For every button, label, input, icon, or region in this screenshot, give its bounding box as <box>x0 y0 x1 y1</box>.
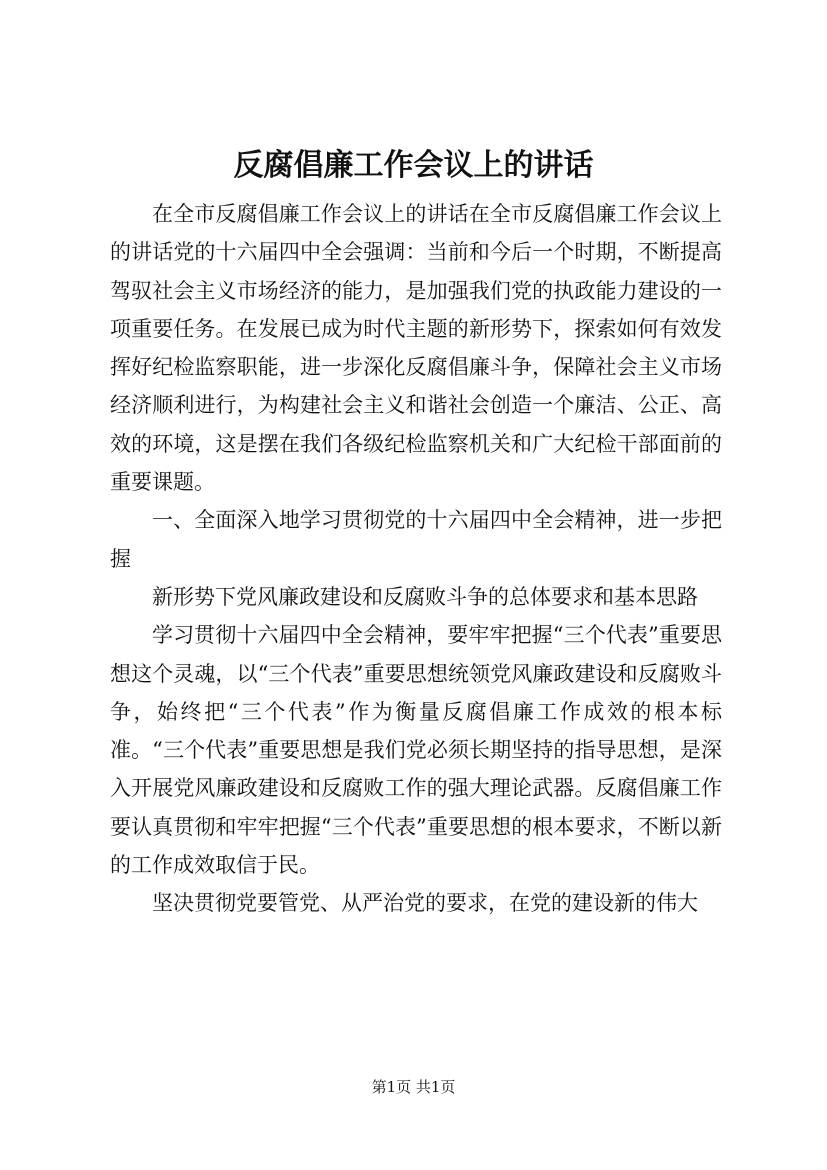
paragraph-intro: 在全市反腐倡廉工作会议上的讲话在全市反腐倡廉工作会议上的讲话党的十六届四中全会强调：当前和今后一个时期，不断提高驾驭社会主义市场经济的能力，是加强我们党的执政能力建设的一项重要任务。在发展已成为时代主题的新形势下，探索如何有效发挥好纪检监察职能，进一步深化反腐倡廉斗争，保障社会主义市场经济顺利进行，为构建社会主义和谐社会创造一个廉洁、公正、高效的环境，这是摆在我们各级纪检监察机关和广大纪检干部面前的重要课题。 <box>110 202 722 495</box>
paragraph-party-discipline: 坚决贯彻党要管党、从严治党的要求，在党的建设新的伟大 <box>152 891 698 916</box>
page-footer: 第1页 共1页 <box>371 1078 456 1096</box>
document-body <box>110 195 722 923</box>
paragraph-three-represents: 学习贯彻十六届四中全会精神，要牢牢把握“三个代表”重要思想这个灵魂，以“三个代表”重要思想统领党风廉政建设和反腐败斗争，始终把“三个代表”作为衡量反腐倡廉工作成效的根本标准。“三个代表”重要思想是我们党必须长期坚持的指导思想，是深入开展党风廉政建设和反腐败工作的强大理论武器。反腐倡廉工作要认真贯彻和牢牢把握“三个代表”重要思想的根本要求，不断以新的工作成效取信于民。 <box>110 623 722 878</box>
section-heading-1: 一、全面深入地学习贯彻党的十六届四中全会精神，进一步把握 <box>110 508 722 571</box>
document-title: 反腐倡廉工作会议上的讲话 <box>233 148 594 183</box>
section-heading-1-continued: 新形势下党风廉政建设和反腐败斗争的总体要求和基本思路 <box>152 584 698 609</box>
